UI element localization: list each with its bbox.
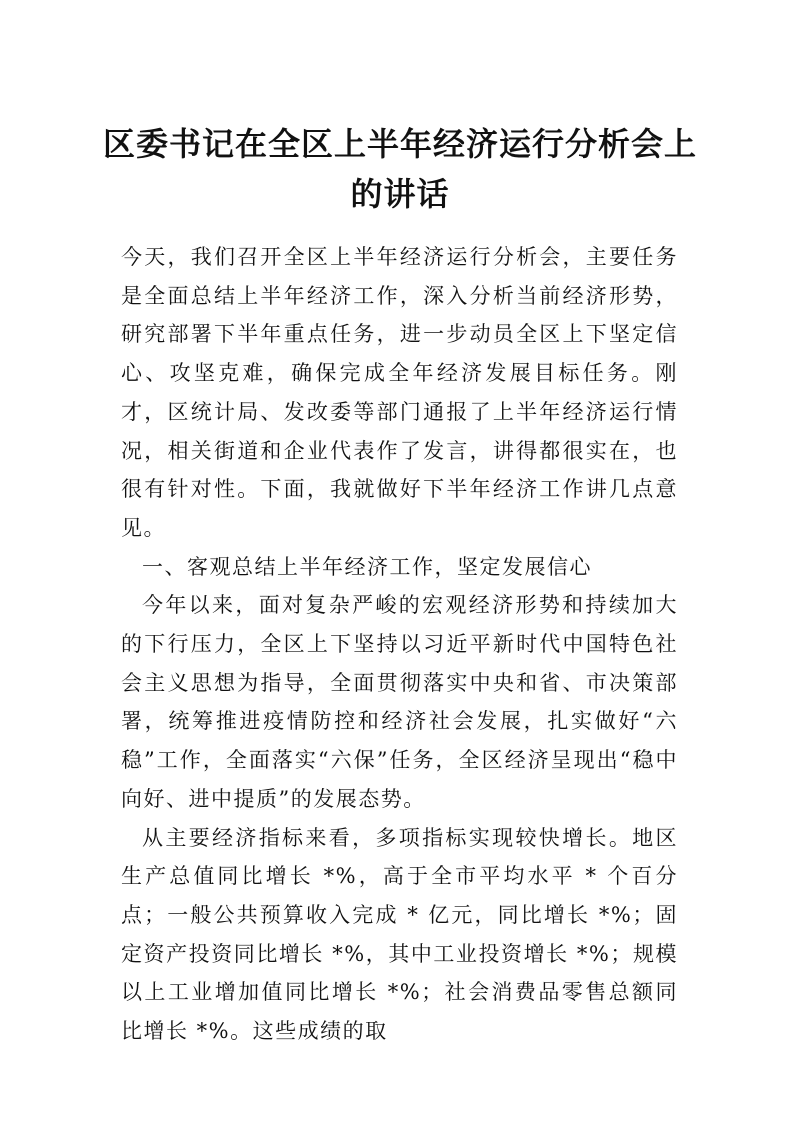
- paragraph-situation: 今年以来，面对复杂严峻的宏观经济形势和持续加大的下行压力，全区上下坚持以习近平新时代中国特色社会主义思想为指导，全面贯彻落实中央和省、市决策部署，统筹推进疫情防控和经济社会发展，扎实做好“六稳”工作，全面落实“六保”任务，全区经济呈现出“稳中向好、进中提质”的发展态势。: [121, 593, 678, 811]
- section-heading-1: 一、客观总结上半年经济工作，坚定发展信心: [142, 554, 592, 579]
- document-body: [121, 238, 678, 1051]
- paragraph-indicators: 从主要经济指标来看，多项指标实现较快增长。地区生产总值同比增长 *%，高于全市平均水平 * 个百分点；一般公共预算收入完成 * 亿元，同比增长 *%；固定资产投资同比增长 *%，其中工业投资增长 *%；规模以上工业增加值同比增长 *%；社会消费品零售总额同比增长 *%。这些成绩的取: [121, 825, 678, 1044]
- paragraph-intro: 今天，我们召开全区上半年经济运行分析会，主要任务是全面总结上半年经济工作，深入分析当前经济形势，研究部署下半年重点任务，进一步动员全区上下坚定信心、攻坚克难，确保完成全年经济发展目标任务。刚才，区统计局、发改委等部门通报了上半年经济运行情况，相关街道和企业代表作了发言，讲得都很实在，也很有针对性。下面，我就做好下半年经济工作讲几点意见。: [121, 245, 678, 540]
- document-title-line-2: 的讲话: [350, 175, 450, 213]
- document-title-line-1: 区委书记在全区上半年经济运行分析会上: [102, 125, 697, 163]
